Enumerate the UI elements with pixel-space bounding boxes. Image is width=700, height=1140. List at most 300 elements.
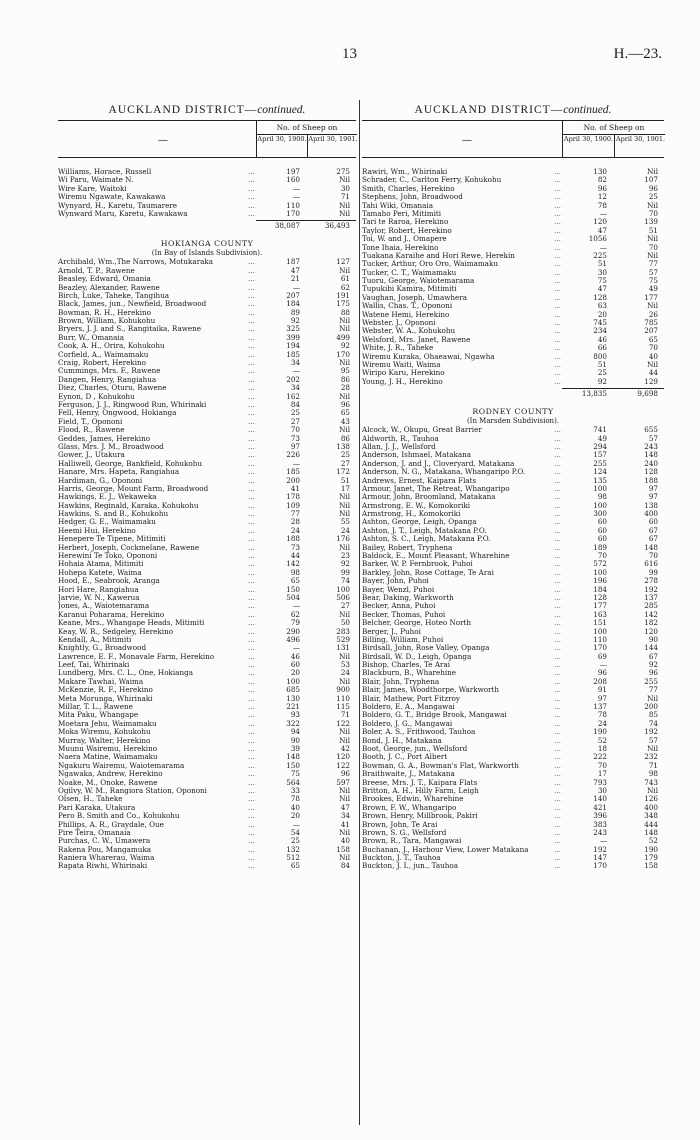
table-row [58,586,356,594]
sheep-1900: 70 [597,760,607,770]
leader-dots: ... [554,592,561,602]
table-row [58,527,356,535]
table-row [362,443,664,451]
owner-name: Wiremu Ngawate, Kawakawa [58,193,166,202]
owner-name: Noake, M., Onoke, Rawene [58,778,158,787]
sheep-1901: 47 [340,802,350,812]
owner-name: Toi, W. and J., Omapere [362,235,447,244]
sheep-1900: 399 [286,332,300,342]
sheep-1901: Nil [647,359,658,369]
owner-name: Booth, J. C., Port Albert [362,753,448,762]
leader-dots: ... [248,534,255,544]
page-header [0,46,700,66]
owner-name: Beazley, Alexander, Rawene [58,283,160,292]
sheep-1900: 135 [593,475,607,485]
sheep-1900: 188 [286,534,300,544]
sheep-1901: 44 [648,368,658,378]
sheep-1900: 208 [593,676,607,686]
leader-dots: ... [248,861,255,871]
owner-name: McKenzie, R. F., Herekino [58,686,153,695]
table-row [362,252,664,260]
sheep-1901: 400 [644,802,658,812]
sheep-1901: 240 [644,458,658,468]
sheep-1901: 148 [644,542,658,552]
table-row [58,267,356,275]
leader-dots: ... [554,467,561,477]
table-row [362,569,664,577]
leader-dots: ... [554,208,561,218]
leader-dots: ... [248,517,255,527]
sheep-1900: 162 [286,391,300,401]
table-row [58,451,356,459]
document-id: H.—23. [613,46,662,62]
sheep-1901: 84 [340,861,350,871]
owner-name: Stephens, John, Broadwood [362,193,463,202]
sheep-1900: 202 [286,374,300,384]
leader-dots: ... [554,710,561,720]
sheep-1900: — [599,836,607,846]
sheep-1900: 47 [597,225,607,235]
table-row [58,435,356,443]
sheep-1901: Nil [339,853,350,863]
table-row [362,302,664,310]
sheep-1900: 98 [597,492,607,502]
sheep-1901: 70 [648,208,658,218]
owner-name: Wallis, Chas. T., Opononi [362,302,453,311]
owner-name: Makare Tawhai, Waima [58,677,144,686]
owner-name: Ngakuru Wairemu, Waiotemarama [58,761,185,770]
leader-dots: ... [248,208,255,218]
table-row [362,846,664,854]
owner-name: Allan, J. J., Wellsford [362,442,436,451]
table-row [362,544,664,552]
table-row [362,737,664,745]
owner-name: Berger, J., Puhoi [362,627,421,636]
sheep-1900: 33 [290,785,300,795]
owner-name: Craig, Robert, Herekino [58,359,146,368]
district-title: AUCKLAND DISTRICT—continued. [108,104,306,116]
leader-dots: ... [248,836,255,846]
leader-dots: ... [554,292,561,302]
table-row [58,628,356,636]
owner-name: Tupukibi Kamira, Mitimiti [362,285,457,294]
sheep-1901: 67 [648,534,658,544]
owner-name: Smith, Charles, Herekino [362,184,455,193]
sheep-1900: 140 [593,794,607,804]
sheep-1901: 23 [340,551,350,561]
sheep-1901: Nil [339,200,350,210]
table-header [58,120,356,158]
owner-name: Becker, Thomas, Puhoi [362,610,446,619]
sheep-1901: 139 [644,217,658,227]
sheep-1900: 184 [286,299,300,309]
table-row [58,846,356,854]
table-row [58,485,356,493]
owner-name: Millar, T. L., Rawene [58,703,133,712]
sheep-1901: 86 [340,433,350,443]
sheep-1900: — [292,601,300,611]
sheep-1901: 40 [648,351,658,361]
sheep-1900: 225 [593,250,607,260]
sheep-1900: 78 [597,200,607,210]
owner-name: Blair, James, Woodthorpe, Warkworth [362,686,500,695]
leader-dots: ... [248,316,255,326]
sheep-1901: 50 [340,618,350,628]
owner-name: Hohepa Katete, Waima [58,568,142,577]
owner-name: Brown, John, Te Arai [362,820,438,829]
owner-name: Wiripo Karu, Herekino [362,369,445,378]
sheep-1900: 100 [593,500,607,510]
leader-dots: ... [248,257,255,267]
table-row [362,711,664,719]
column-group [562,121,665,157]
sheep-1901: 129 [644,376,658,386]
table-row [362,227,664,235]
leader-dots: ... [248,332,255,342]
leader-dots: ... [248,618,255,628]
sheep-1901: 138 [644,500,658,510]
owner-name: Boot, George, jun., Wellsford [362,745,468,753]
column-group-title: No. of Sheep on [257,121,357,135]
leader-dots: ... [248,290,255,300]
sheep-1900: 383 [593,819,607,829]
sheep-1901: 67 [648,651,658,661]
leader-dots: ... [554,836,561,846]
table-row [58,510,356,518]
table-row [58,653,356,661]
leader-dots: ... [554,217,561,227]
table-row [362,619,664,627]
table-row [58,393,356,401]
table-row [58,443,356,451]
leader-dots: ... [248,752,255,762]
owner-name: Tahi Wiki, Omanaia [362,201,434,210]
sheep-1900: 97 [290,441,300,451]
sheep-1900: 178 [286,492,300,502]
table-row [58,359,356,367]
owner-name: Black, James, jun., Newfield, Broadwood [58,300,207,309]
leader-dots: ... [554,175,561,185]
table-row [362,678,664,686]
table-row [362,535,664,543]
sheep-1901: 192 [644,584,658,594]
sheep-1900: 163 [593,609,607,619]
leader-dots: ... [248,467,255,477]
leader-dots: ... [248,175,255,185]
owner-name: Naera Matine, Waimamaku [58,753,158,762]
leader-dots: ... [554,668,561,678]
table-row [362,235,664,243]
sheep-1901: 67 [648,525,658,535]
sheep-1900: 226 [286,450,300,460]
sheep-1900: 130 [286,693,300,703]
table-row [58,502,356,510]
sheep-1900: — [292,643,300,653]
leader-dots: ... [248,584,255,594]
leader-dots: ... [554,183,561,193]
leader-dots: ... [554,483,561,493]
leader-dots: ... [248,702,255,712]
owner-name: Birch, Luke, Taheke, Tangihua [58,291,169,300]
table-row [362,753,664,761]
owner-name: Rawiri, Wm., Whirinaki [362,168,448,176]
table-row [58,787,356,795]
leader-dots: ... [554,777,561,787]
leader-dots: ... [554,425,561,435]
owner-name: Beasley, Edward, Omania [58,275,151,284]
table-row [58,669,356,677]
owner-name: Williams, Horace, Russell [58,168,152,176]
leader-dots: ... [554,167,561,176]
owner-name: Cook, A. H., Orira, Kohukohu [58,342,165,351]
sheep-1901: Nil [647,234,658,244]
table-row [362,210,664,218]
table-header [362,120,664,158]
owner-name: Kendall, A., Mitimiti [58,635,132,644]
owner-name: Webster, W. A., Kohukohu [362,327,456,336]
sheep-1900: 322 [286,718,300,728]
leader-dots: ... [248,819,255,829]
table-row [362,369,664,377]
leader-dots: ... [248,660,255,670]
leader-dots: ... [554,785,561,795]
owner-name: Baldock, E., Mount Pleasant, Wharehine [362,552,510,561]
owner-name: Anderson, Ishmael, Matakana [362,451,472,460]
leader-dots: ... [554,250,561,260]
owner-name: Meta Morunga, Whirinaki [58,694,153,703]
table-row [362,862,664,870]
sheep-1900: 75 [290,769,300,779]
sheep-1900: 234 [593,326,607,336]
owner-name: Brown, Henry, Millbrook, Pakiri [362,812,478,821]
table-row [58,418,356,426]
owner-name: Hawkings, E. J., Wekaweka [58,493,157,502]
sheep-1901: Nil [339,175,350,185]
owner-name: Herbert, Joseph, Cockmelane, Rawene [58,543,200,552]
owner-name: Boldero, J. G., Mangawai [362,719,453,728]
leader-dots: ... [554,827,561,837]
sheep-1901: 92 [648,660,658,670]
sheep-1900: 741 [593,425,607,435]
total-row [362,389,664,399]
table-row [362,176,664,184]
total-1901: 9,698 [637,389,658,399]
sheep-1900: 194 [286,341,300,351]
table-row [58,636,356,644]
sheep-1900: — [599,208,607,218]
table-row [362,510,664,518]
table-row [58,711,356,719]
leader-dots: ... [554,234,561,244]
sheep-1900: 196 [593,576,607,586]
sheep-1900: 79 [290,618,300,628]
leader-dots: ... [554,643,561,653]
sheep-1901: 28 [340,383,350,393]
sheep-1900: 73 [290,433,300,443]
sheep-1901: 26 [648,309,658,319]
leader-dots: ... [554,844,561,854]
leader-dots: ... [248,458,255,468]
table-row [362,502,664,510]
sheep-1901: 170 [336,349,350,359]
owner-name: Barkley, John, Rose Cottage, Te Arai [362,568,494,577]
sheep-1901: 70 [648,242,658,252]
table-row [58,384,356,392]
leader-dots: ... [248,668,255,678]
leader-dots: ... [248,676,255,686]
sheep-1901: 92 [340,559,350,569]
owner-name: Armstrong, E. W., Komokoriki [362,501,471,510]
sheep-1901: 85 [648,710,658,720]
table-row [362,787,664,795]
sheep-1901: 148 [644,450,658,460]
sheep-1901: 51 [648,225,658,235]
sheep-1901: Nil [339,827,350,837]
table-row [362,460,664,468]
owner-name: Bailey, Robert, Tryphena [362,543,453,552]
owner-name: Tamaho Peri, Mitimiti [362,209,442,218]
owner-name: Bond, J. H., Matakana [362,736,442,745]
table-row [58,258,356,266]
sheep-1900: 184 [593,584,607,594]
table-row [58,325,356,333]
sheep-1901: 158 [644,861,658,871]
sheep-1900: 221 [286,702,300,712]
sheep-1901: Nil [339,727,350,737]
leader-dots: ... [554,500,561,510]
leader-dots: ... [554,693,561,703]
sheep-1901: Nil [339,735,350,745]
owner-name: Archibald, Wm.,The Narrows, Motukaraka [58,258,214,267]
section-title: HOKIANGA COUNTY [160,239,254,249]
owner-name: Tone Ihaia, Herekino [362,243,439,252]
table-row [58,745,356,753]
sheep-1901: 57 [648,433,658,443]
sheep-1901: Nil [339,542,350,552]
sheep-1901: 43 [340,416,350,426]
leader-dots: ... [554,301,561,311]
sheep-1901: 172 [336,467,350,477]
owner-name: Hori Hare, Rangiahua [58,585,139,594]
leader-dots: ... [248,710,255,720]
owner-name: Ferguson, J. J., Ringwood Run, Whirinaki [58,400,207,409]
header-dash: — [462,135,472,146]
sheep-1901: 179 [644,853,658,863]
sheep-1900: 100 [286,676,300,686]
table-row [362,669,664,677]
sheep-1900: 92 [290,316,300,326]
owner-name: Glass, Mrs. J. M., Broadwood [58,442,164,451]
table-row [362,661,664,669]
leader-dots: ... [248,551,255,561]
owner-name: Tuoru, George, Waiotemarama [362,277,475,286]
sheep-1900: 170 [286,208,300,218]
leader-dots: ... [248,744,255,753]
sheep-1901: 232 [644,752,658,762]
sheep-1900: 47 [290,265,300,275]
sheep-1900: 75 [597,276,607,286]
leader-dots: ... [554,267,561,277]
sheep-1901: 138 [336,441,350,451]
table-row [58,661,356,669]
sheep-1901: Nil [647,200,658,210]
sheep-1901: 400 [644,509,658,519]
table-row [362,837,664,845]
sheep-1900: 100 [593,567,607,577]
sheep-1901: 655 [644,425,658,435]
sheep-1900: 564 [286,777,300,787]
column-divider [359,100,360,1125]
sheep-1901: 70 [648,551,658,561]
sheep-1900: 51 [597,259,607,269]
sheep-1900: 92 [597,376,607,386]
table-row [58,703,356,711]
district-title: AUCKLAND DISTRICT—continued. [414,104,612,116]
leader-dots: ... [554,660,561,670]
leader-dots: ... [554,744,561,753]
owner-name: Cummings, Mrs. F., Rawene [58,367,161,376]
sheep-1900: 40 [290,802,300,812]
owner-name: Moetara Jehu, Waimamaku [58,719,157,728]
table-row [58,569,356,577]
sheep-1901: 191 [336,290,350,300]
owner-name: Hohaia Atama, Mitimiti [58,560,144,569]
table-row [362,185,664,193]
owner-name: Blackburn, B., Wharehine [362,669,457,678]
sheep-1901: 188 [644,475,658,485]
table-row [58,753,356,761]
table-row [58,602,356,610]
leader-dots: ... [554,727,561,737]
owner-name: Britton, A. H., Hilly Farm, Leigh [362,786,479,795]
sheep-1900: 84 [290,399,300,409]
page-number: 13 [342,46,357,62]
leader-dots: ... [248,735,255,745]
leader-dots: ... [248,274,255,284]
sheep-1900: 200 [286,475,300,485]
owner-name: Belcher, George, Hoteo North [362,619,472,628]
owner-name: Moka Wiremu, Kohukohu [58,728,151,737]
leader-dots: ... [554,702,561,712]
leader-dots: ... [248,634,255,644]
owner-name: Harris, George, Mount Farm, Broadwood [58,484,209,493]
table-row [58,401,356,409]
owner-name: Wire Kare, Waitoki [58,184,127,193]
leader-dots: ... [248,383,255,393]
table-row [362,477,664,485]
sheep-1901: 278 [644,576,658,586]
leader-dots: ... [248,760,255,770]
sheep-1900: 20 [290,668,300,678]
sheep-1901: 128 [644,467,658,477]
sheep-1901: 182 [644,618,658,628]
leader-dots: ... [248,307,255,317]
owner-name: Tari te Raroa, Herekino [362,218,449,227]
leader-dots: ... [248,299,255,309]
table-row [58,795,356,803]
table-row [362,294,664,302]
table-row [58,409,356,417]
sheep-1901: 900 [336,685,350,695]
table-row [362,485,664,493]
sheep-1900: 21 [290,274,300,284]
table-row [58,644,356,652]
sheep-1901: 97 [648,483,658,493]
sheep-1901: Nil [647,250,658,260]
table-row [58,185,356,193]
sheep-1900: 98 [290,567,300,577]
owner-name: Blair, Mathew, Port Fitzroy [362,694,460,703]
